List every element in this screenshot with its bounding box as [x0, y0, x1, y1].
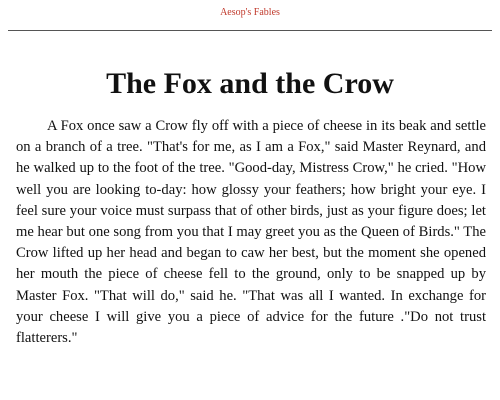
story-title: The Fox and the Crow: [106, 67, 394, 100]
story-paragraph: A Fox once saw a Crow fly off with a piece of cheese in its beak and settle on a branch of a tree. "That's for me, as I am a Fox," said Master Reynard, and he walked up to the foot of the tree. "Good-day, Mistress Crow," he cried. "How well you are looking to-day: how glossy your feathers; how bright your eye. I feel sure your voice must surpass that of other birds, just as your figure does; let me hear but one song from you that I may greet you as the Queen of Birds." The Crow lifted up her head and began to caw her best, but the moment she opened her mouth the piece of cheese fell to the ground, only to be snapped up by Master Fox. "That will do," said he. "That was all I wanted. In exchange for your cheese I will give you a piece of advice for the future ."Do not trust flatterers.": [16, 118, 486, 347]
header-divider: [8, 30, 492, 31]
running-header: Aesop's Fables: [220, 7, 280, 18]
